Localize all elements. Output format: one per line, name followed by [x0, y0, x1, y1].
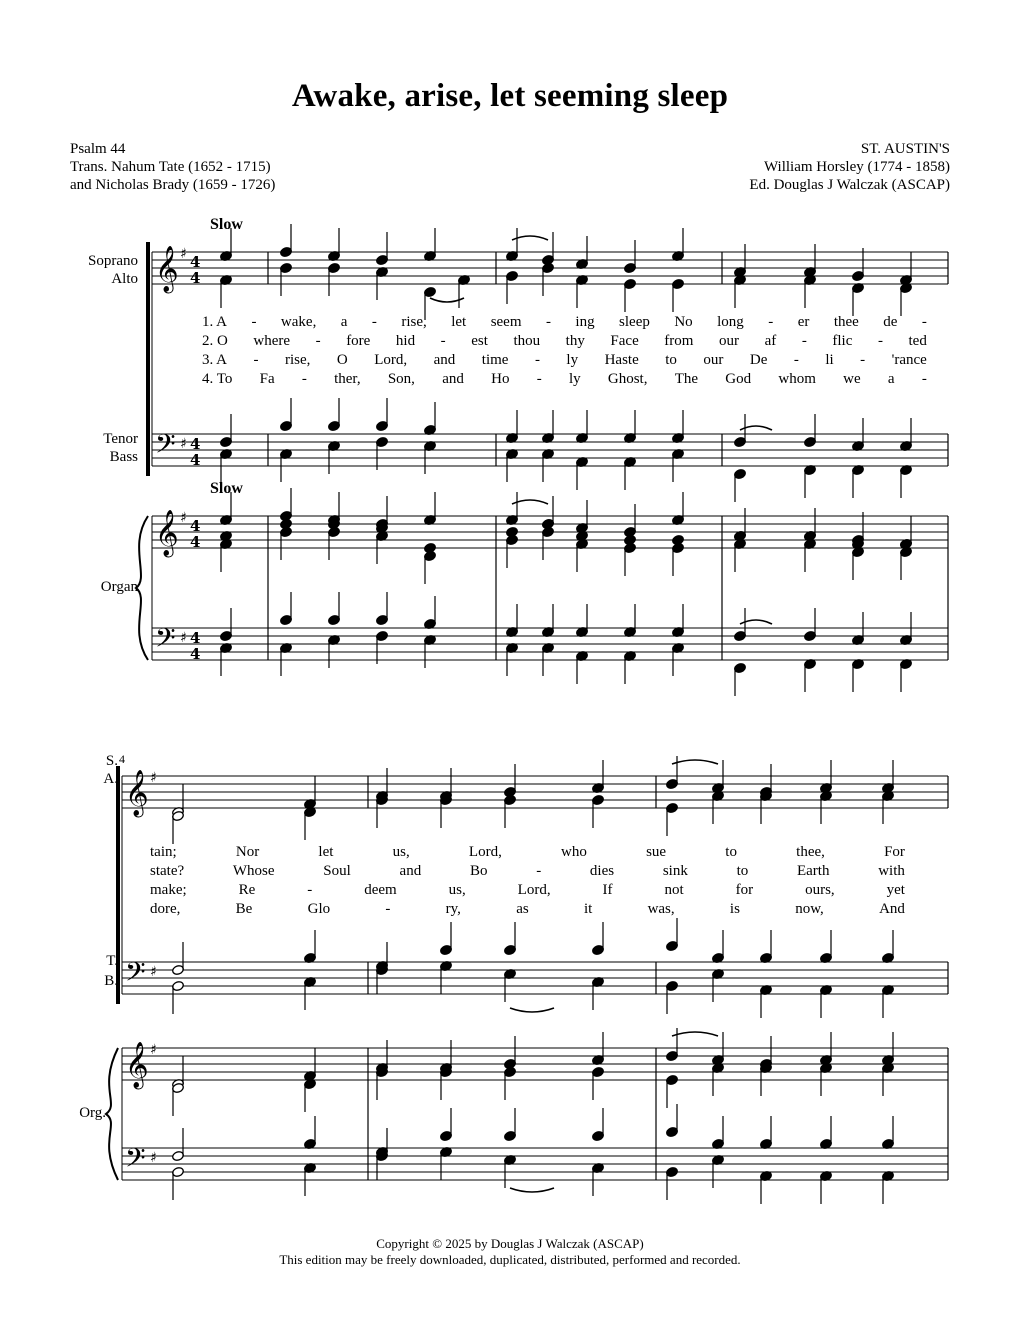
lyric-syllable: God: [725, 371, 752, 387]
lyric-syllable: Ghost,: [607, 371, 648, 387]
lyric-syllable: Glo: [307, 901, 331, 917]
lyric-syllable: whom: [778, 371, 816, 387]
lyric-syllable: us,: [392, 844, 410, 860]
lyric-syllable: ing: [575, 314, 595, 330]
bass-clef: 𝄢: [125, 956, 146, 994]
lyric-syllable: sue: [646, 844, 667, 860]
lyric-syllable: and: [433, 352, 456, 368]
lyric-syllable: li: [825, 352, 834, 368]
measure-number: 4: [119, 752, 125, 766]
lyric-syllable: we: [843, 371, 861, 387]
label-s: S.: [105, 753, 118, 769]
time-signature: 4: [190, 629, 201, 647]
note-head: [624, 534, 637, 545]
lyric-syllable: af: [764, 333, 777, 349]
tune-name: ST. AUSTIN'S: [860, 141, 950, 157]
copyright-line: Copyright © 2025 by Douglas J Walczak (ASCAP): [376, 1236, 644, 1251]
lyric-syllable: Fa: [259, 371, 275, 387]
copyright-footer: [0, 1236, 1020, 1268]
lyric-syllable: rise,: [284, 352, 311, 368]
lyric-syllable: as: [516, 901, 529, 917]
lyric-syllable: and: [442, 371, 464, 387]
slur: [672, 760, 718, 764]
composer-credit: William Horsley (1774 - 1858): [763, 159, 950, 175]
lyric-syllable: make;: [150, 882, 187, 898]
editor-credit: Ed. Douglas J Walczak (ASCAP): [749, 177, 950, 193]
lyric-syllable: -: [536, 371, 542, 387]
lyric-syllable: -: [768, 314, 774, 330]
lyric-syllable: where: [253, 333, 291, 349]
lyric-syllable: -: [860, 352, 866, 368]
bass-clef: 𝄢: [155, 428, 176, 466]
lyric-syllable: wake,: [280, 314, 317, 330]
lyric-syllable: Lord,: [374, 352, 408, 368]
lyric-syllable: dies: [589, 863, 615, 879]
sharp-sign: ♯: [180, 510, 187, 526]
note-head: [280, 518, 293, 529]
lyric-syllable: thy: [565, 333, 585, 349]
lyric-syllable: Whose: [232, 863, 275, 879]
lyric-syllable: seem: [490, 314, 522, 330]
lyric-syllable: from: [664, 333, 694, 349]
lyric-syllable: state?: [150, 863, 185, 879]
label-organ: Organ: [100, 579, 138, 595]
time-signature: 4: [190, 253, 201, 271]
lyric-syllable: Son,: [387, 371, 415, 387]
lyric-syllable: -: [921, 314, 927, 330]
lyric-syllable: to: [665, 352, 677, 368]
label-alto: Alto: [111, 271, 138, 287]
time-signature: 4: [190, 645, 201, 663]
lyric-syllable: -: [301, 371, 307, 387]
lyric-syllable: Nor: [235, 844, 260, 860]
lyric-syllable: -: [536, 863, 542, 879]
lyric-syllable: Re: [238, 882, 256, 898]
lyric-syllable: our: [719, 333, 740, 349]
lyric-syllable: thee,: [796, 844, 825, 860]
time-signature: 4: [190, 533, 201, 551]
lyric-syllable: flic: [832, 333, 853, 349]
lyric-syllable: No: [674, 314, 693, 330]
lyric-syllable: Lord,: [468, 844, 502, 860]
lyric-syllable: 3. A: [202, 352, 228, 368]
lyric-syllable: for: [735, 882, 754, 898]
license-line: This edition may be freely downloaded, duplicated, distributed, performed and recorded.: [279, 1252, 741, 1267]
lyric-syllable: time: [481, 352, 509, 368]
lyric-syllable: sleep: [619, 314, 650, 330]
organ-brace: [136, 516, 148, 660]
sharp-sign: ♯: [150, 1042, 157, 1058]
lyric-syllable: ry,: [445, 901, 461, 917]
lyric-syllable: -: [921, 371, 927, 387]
page-title: Awake, arise, let seeming sleep: [291, 78, 729, 114]
lyric-syllable: -: [545, 314, 551, 330]
lyric-syllable: tain;: [150, 844, 177, 860]
lyric-syllable: hid: [395, 333, 416, 349]
lyric-syllable: thou: [513, 333, 541, 349]
lyric-syllable: dore,: [150, 901, 181, 917]
lyric-syllable: it: [583, 901, 593, 917]
sharp-sign: ♯: [180, 436, 187, 452]
lyric-syllable: and: [399, 863, 422, 879]
lyric-syllable: -: [251, 314, 257, 330]
treble-clef: 𝄞: [125, 770, 149, 816]
lyric-syllable: fore: [346, 333, 371, 349]
lyric-syllable: a: [340, 314, 348, 330]
label-tenor: Tenor: [103, 431, 138, 447]
lyric-syllable: ours,: [805, 882, 835, 898]
slur: [510, 1188, 554, 1192]
treble-clef: 𝄞: [155, 246, 179, 292]
treble-clef: 𝄞: [125, 1042, 149, 1088]
lyric-syllable: Soul: [323, 863, 351, 879]
label-t: T.: [106, 953, 118, 969]
lyric-syllable: Lord,: [517, 882, 551, 898]
bass-clef: 𝄢: [125, 1142, 146, 1180]
time-signature: 4: [190, 269, 201, 287]
time-signature: 4: [190, 435, 201, 453]
lyric-syllable: -: [253, 352, 259, 368]
lyric-syllable: De: [749, 352, 768, 368]
lyric-syllable: thee: [833, 314, 859, 330]
lyric-syllable: If: [602, 882, 613, 898]
lyric-syllable: our: [703, 352, 724, 368]
psalm-reference: Psalm 44: [70, 141, 126, 157]
tempo-marking-organ: Slow: [210, 480, 243, 497]
slur: [510, 1008, 554, 1012]
lyric-syllable: 1. A: [202, 314, 228, 330]
label-b: B.: [104, 973, 118, 989]
lyric-syllable: -: [440, 333, 446, 349]
sharp-sign: ♯: [180, 246, 187, 262]
lyric-syllable: with: [878, 863, 905, 879]
time-signature: 4: [190, 517, 201, 535]
bass-clef: 𝄢: [155, 622, 176, 660]
lyric-syllable: rise,: [401, 314, 427, 330]
label-org: Org.: [79, 1105, 106, 1121]
lyric-syllable: is: [729, 901, 740, 917]
translator-credit-2: and Nicholas Brady (1659 - 1726): [70, 177, 276, 193]
lyric-syllable: -: [877, 333, 883, 349]
lyric-syllable: who: [561, 844, 587, 860]
lyric-syllable: ly: [568, 371, 581, 387]
lyric-syllable: O: [336, 352, 348, 368]
treble-clef: 𝄞: [155, 510, 179, 556]
label-soprano: Soprano: [88, 253, 138, 269]
translator-credit: Trans. Nahum Tate (1652 - 1715): [70, 159, 271, 175]
lyric-syllable: not: [664, 882, 684, 898]
lyric-syllable: now,: [795, 901, 824, 917]
lyric-syllable: -: [801, 333, 807, 349]
lyric-syllable: er: [797, 314, 810, 330]
note-head: [672, 534, 685, 545]
lyric-syllable: let: [318, 844, 334, 860]
lyric-syllable: Haste: [604, 352, 639, 368]
tempo-marking-choir: Slow: [210, 216, 243, 233]
lyric-syllable: Be: [235, 901, 253, 917]
lyric-syllable: Ho: [491, 371, 510, 387]
organ-brace: [106, 1048, 118, 1180]
lyric-syllable: -: [371, 314, 377, 330]
lyric-syllable: The: [674, 371, 699, 387]
lyric-syllable: 4. To: [202, 371, 233, 387]
lyric-syllable: sink: [662, 863, 688, 879]
lyric-syllable: -: [534, 352, 540, 368]
lyric-syllable: -: [315, 333, 321, 349]
slur: [672, 1032, 718, 1036]
sharp-sign: ♯: [150, 964, 157, 980]
lyric-syllable: 'rance: [891, 352, 927, 368]
label-a: A.: [103, 771, 118, 787]
lyric-syllable: deem: [364, 882, 397, 898]
lyric-syllable: was,: [647, 901, 675, 917]
lyric-syllable: Face: [610, 333, 639, 349]
lyric-syllable: And: [879, 901, 905, 917]
lyric-syllable: to: [725, 844, 737, 860]
lyric-syllable: to: [736, 863, 749, 879]
lyric-syllable: ly: [566, 352, 579, 368]
lyric-syllable: Bo: [469, 863, 488, 879]
sharp-sign: ♯: [180, 630, 187, 646]
lyric-syllable: -: [385, 901, 391, 917]
lyric-syllable: est: [471, 333, 488, 349]
lyric-syllable: a: [887, 371, 895, 387]
time-signature: 4: [190, 451, 201, 469]
label-bass: Bass: [109, 449, 138, 465]
lyric-syllable: long: [717, 314, 744, 330]
lyric-syllable: ted: [908, 333, 927, 349]
lyric-syllable: For: [884, 844, 905, 860]
lyric-syllable: us,: [448, 882, 466, 898]
lyric-syllable: yet: [886, 882, 905, 898]
lyric-syllable: -: [793, 352, 799, 368]
lyric-syllable: ther,: [334, 371, 361, 387]
lyric-syllable: let: [451, 314, 467, 330]
lyric-syllable: -: [307, 882, 313, 898]
lyric-syllable: 2. O: [202, 333, 228, 349]
sharp-sign: ♯: [150, 770, 157, 786]
lyric-syllable: Earth: [796, 863, 830, 879]
lyric-syllable: de: [883, 314, 898, 330]
note-head: [506, 526, 519, 537]
sharp-sign: ♯: [150, 1150, 157, 1166]
note-head: [424, 542, 437, 553]
